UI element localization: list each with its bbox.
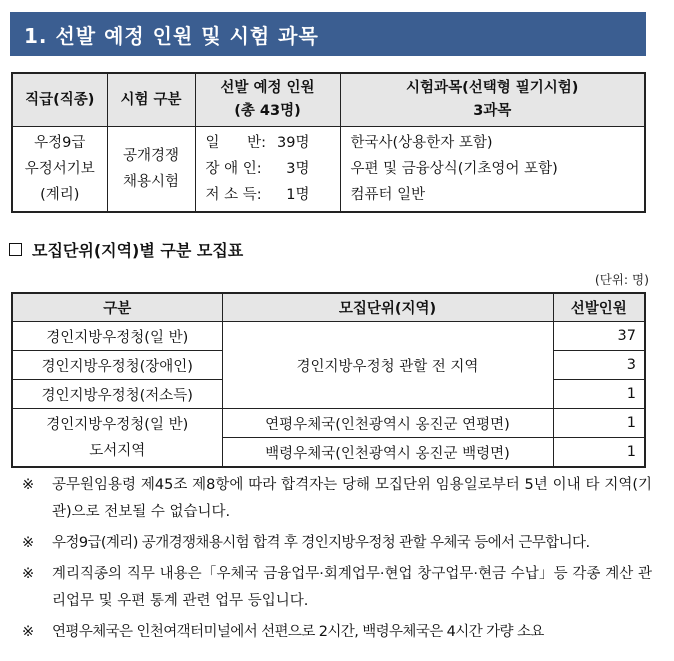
reference-mark: ※ [22, 477, 35, 493]
header-quota [195, 73, 340, 127]
category-line: 경인지방우정청(일 반) [46, 416, 189, 433]
header-subjects [340, 73, 645, 127]
header-subjects-line1: 시험과목(선택형 필기시험) [406, 80, 579, 96]
quota-cell [195, 127, 340, 213]
count-cell: 1 [553, 380, 645, 409]
note-item [22, 530, 652, 557]
table-row [12, 409, 645, 438]
grade-line: 우정서기보 [24, 161, 95, 177]
table-row [12, 127, 645, 213]
section-heading-text: 모집단위(지역)별 구분 모집표 [32, 241, 244, 260]
header-subjects-line2: 3과목 [473, 103, 512, 119]
reference-mark: ※ [22, 624, 35, 640]
quota-label: 저 소 득: [205, 187, 262, 203]
quota-label: 장 애 인: [205, 161, 262, 177]
exam-overview-table [11, 72, 646, 213]
category-cell: 경인지방우정청(일 반) [12, 322, 222, 351]
note-item [22, 619, 652, 646]
grade-cell [12, 127, 107, 213]
header-grade: 직급(직종) [12, 73, 107, 127]
notes-list [22, 472, 652, 650]
subject-item: 우편 및 금융상식(기초영어 포함) [350, 161, 558, 177]
quota-value: 1명 [286, 187, 310, 203]
section-heading [9, 238, 243, 261]
count-cell: 1 [553, 409, 645, 438]
quota-value: 3명 [286, 161, 310, 177]
note-item [22, 472, 652, 526]
subject-item: 컴퓨터 일반 [350, 187, 426, 203]
banner-title: 1. 선발 예정 인원 및 시험 과목 [24, 23, 319, 48]
reference-mark: ※ [22, 566, 35, 582]
subjects-cell [340, 127, 645, 213]
count-cell: 1 [553, 438, 645, 468]
grade-line: (계리) [40, 187, 80, 203]
header-quota-line1: 선발 예정 인원 [220, 80, 315, 96]
recruitment-unit-table [11, 292, 646, 468]
exam-type-line: 채용시험 [122, 174, 180, 190]
note-text: 우정9급(계리) 공개경쟁채용시험 합격 후 경인지방우정청 관할 우체국 등에서 근무합니다. [52, 535, 590, 551]
checkbox-square-icon [9, 243, 22, 256]
category-cell [12, 409, 222, 468]
note-text: 연평우체국은 인천여객터미널에서 선편으로 2시간, 백령우체국은 4시간 가량 소요 [52, 624, 544, 640]
note-text: 계리직종의 직무 내용은「우체국 금융업무·회계업무·현업 창구업무·현금 수납」등 각종 계산 관리업무 및 우편 통계 관련 업무 등입니다. [52, 566, 652, 609]
quota-line [206, 182, 340, 208]
section-banner [10, 12, 646, 56]
category-line: 도서지역 [89, 442, 146, 459]
count-cell: 37 [553, 322, 645, 351]
note-text: 공무원임용령 제45조 제8항에 따라 합격자는 당해 모집단위 임용일로부터 5년 이내 타 지역(기관)으로 전보될 수 없습니다. [52, 477, 652, 520]
table-header-row [12, 293, 645, 322]
header-count: 선발인원 [553, 293, 645, 322]
table-row [12, 322, 645, 351]
unit-label: (단위: 명) [594, 272, 649, 287]
quota-value: 39명 [277, 135, 310, 151]
unit-cell: 연평우체국(인천광역시 옹진군 연평면) [222, 409, 553, 438]
note-item [22, 561, 652, 615]
exam-type-cell [107, 127, 195, 213]
category-cell: 경인지방우정청(저소득) [12, 380, 222, 409]
grade-line: 우정9급 [34, 135, 86, 151]
quota-line [206, 130, 340, 156]
quota-label: 일 반: [205, 135, 267, 151]
quota-line [206, 156, 340, 182]
exam-type-line: 공개경쟁 [122, 148, 180, 164]
header-category: 구분 [12, 293, 222, 322]
unit-cell: 경인지방우정청 관할 전 지역 [222, 322, 553, 409]
header-quota-line2: (총 43명) [234, 103, 301, 119]
subject-item: 한국사(상용한자 포함) [350, 135, 493, 151]
table-header-row [12, 73, 645, 127]
reference-mark: ※ [22, 535, 35, 551]
header-exam-type: 시험 구분 [107, 73, 195, 127]
header-unit: 모집단위(지역) [222, 293, 553, 322]
count-cell: 3 [553, 351, 645, 380]
unit-cell: 백령우체국(인천광역시 옹진군 백령면) [222, 438, 553, 468]
category-cell: 경인지방우정청(장애인) [12, 351, 222, 380]
